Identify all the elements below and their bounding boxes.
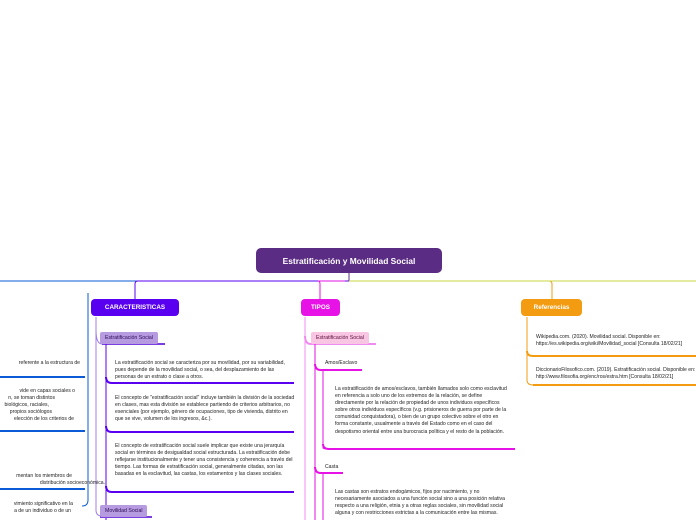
type-amos-esclavo[interactable]: Amos/Esclavo xyxy=(325,360,358,366)
subtopic-movilidad-social[interactable] xyxy=(100,505,147,517)
topic-referencias[interactable] xyxy=(521,299,582,316)
note-casta[interactable]: Las castas son estratos endogámicos, fijos por nacimiento, y no necesariamente asociados a una función social sino a una posición relativa respecto a una religión, etnia y a otras reglas sociales, sin movilidad social alguna y con restricciones estrictas a la comunicación entre las mismas. xyxy=(335,489,505,517)
left-note-fragment: mentan los miembros de xyxy=(16,473,72,479)
topic-caracteristicas[interactable] xyxy=(91,299,179,316)
subtopic-estratificacion-social-tipos[interactable] xyxy=(311,332,369,344)
left-note-fragment: biológicos, raciales, xyxy=(4,402,49,408)
note-caracteristica-1[interactable]: La estratificación social se caracteriza por su movilidad, por su variabilidad, pues depende de la movilidad social, o sea, del desplazamiento de las personas de un estrato o clase a otros. xyxy=(115,360,285,381)
central-topic-label: Estratificación y Movilidad Social xyxy=(282,255,416,266)
left-note-fragment: n, se toman distintos xyxy=(8,395,55,401)
reference-wikipedia[interactable]: Wikipedia.com. (2020). Movilidad social. Disponible en: https://es.wikipedia.org/wiki/Movilidad_social [Consulta 18/02/21] xyxy=(536,334,683,348)
left-note-fragment: vide en capas sociales o xyxy=(19,388,75,394)
type-casta[interactable]: Casta xyxy=(325,464,339,470)
topic-tipos-label: TIPOS xyxy=(311,304,330,311)
subtopic-label: Estratificación Social xyxy=(316,335,364,341)
note-amos-esclavo[interactable]: La estratificación de amos/esclavos, también llamados solo como esclavitud en referencia a solo uno de los extremos de la relación, se define directamente por la relación de propiedad de unos individuos específicos sobre otros individuos específicos (v.g. prisioneros de guerra por parte de la comunidad conquistadora), o bien de un grupo colectivo sobre el otro en forma constante, usualmente a través del Estado como en el caso del despotismo oriental entre una burocracia política y el resto de la población. xyxy=(335,386,507,435)
central-topic[interactable] xyxy=(256,248,442,273)
subtopic-estratificacion-social-caracteristicas[interactable] xyxy=(100,332,158,344)
topic-referencias-label: Referencias xyxy=(533,304,570,311)
left-note-fragment: propios sociólogos xyxy=(9,409,52,415)
topic-caracteristicas-label: CARACTERISTICAS xyxy=(104,304,166,311)
note-caracteristica-3[interactable]: El concepto de estratificación social suele implicar que existe una jerarquía social en términos de desigualdad social estructurada. La estratificación debe reflejarse institucionalmente y tener una consistencia y coherencia a través del tiempo. Las formas de estratificación social, generalmente citadas, son las basadas en la esclavitud, las castas, los estamentos y las clases sociales. xyxy=(115,443,293,478)
left-note-fragment: vimiento significativo en la xyxy=(13,501,73,507)
subtopic-label: Movilidad Social xyxy=(105,508,143,514)
left-note-fragment: distribución socioeconómica. xyxy=(39,480,105,486)
topic-tipos[interactable] xyxy=(301,299,340,316)
left-note-fragment: referente a la estructura de xyxy=(18,360,80,366)
left-note-fragment: a de un individuo o de un xyxy=(14,508,71,514)
reference-diccionario-filosofico[interactable]: DiccionarioFilosofico.com. (2019). Estratificación social. Disponible en: http://www.filosofia.org/enc/ros/estra.htm [Consulta 18/02/21] xyxy=(536,367,696,381)
subtopic-label: Estratificación Social xyxy=(105,335,153,341)
note-caracteristica-2[interactable]: El concepto de "estratificación social" incluye también la división de la sociedad en clases, mas esta división se establece partiendo de criterios arbitrarios, no esenciales (por ejemplo, género de ocupaciones, tipo de vivienda, distrito en que se vive, volumen de los ingresos, &c.). xyxy=(115,395,295,423)
left-note-fragment: elección de los criterios de xyxy=(13,416,74,422)
